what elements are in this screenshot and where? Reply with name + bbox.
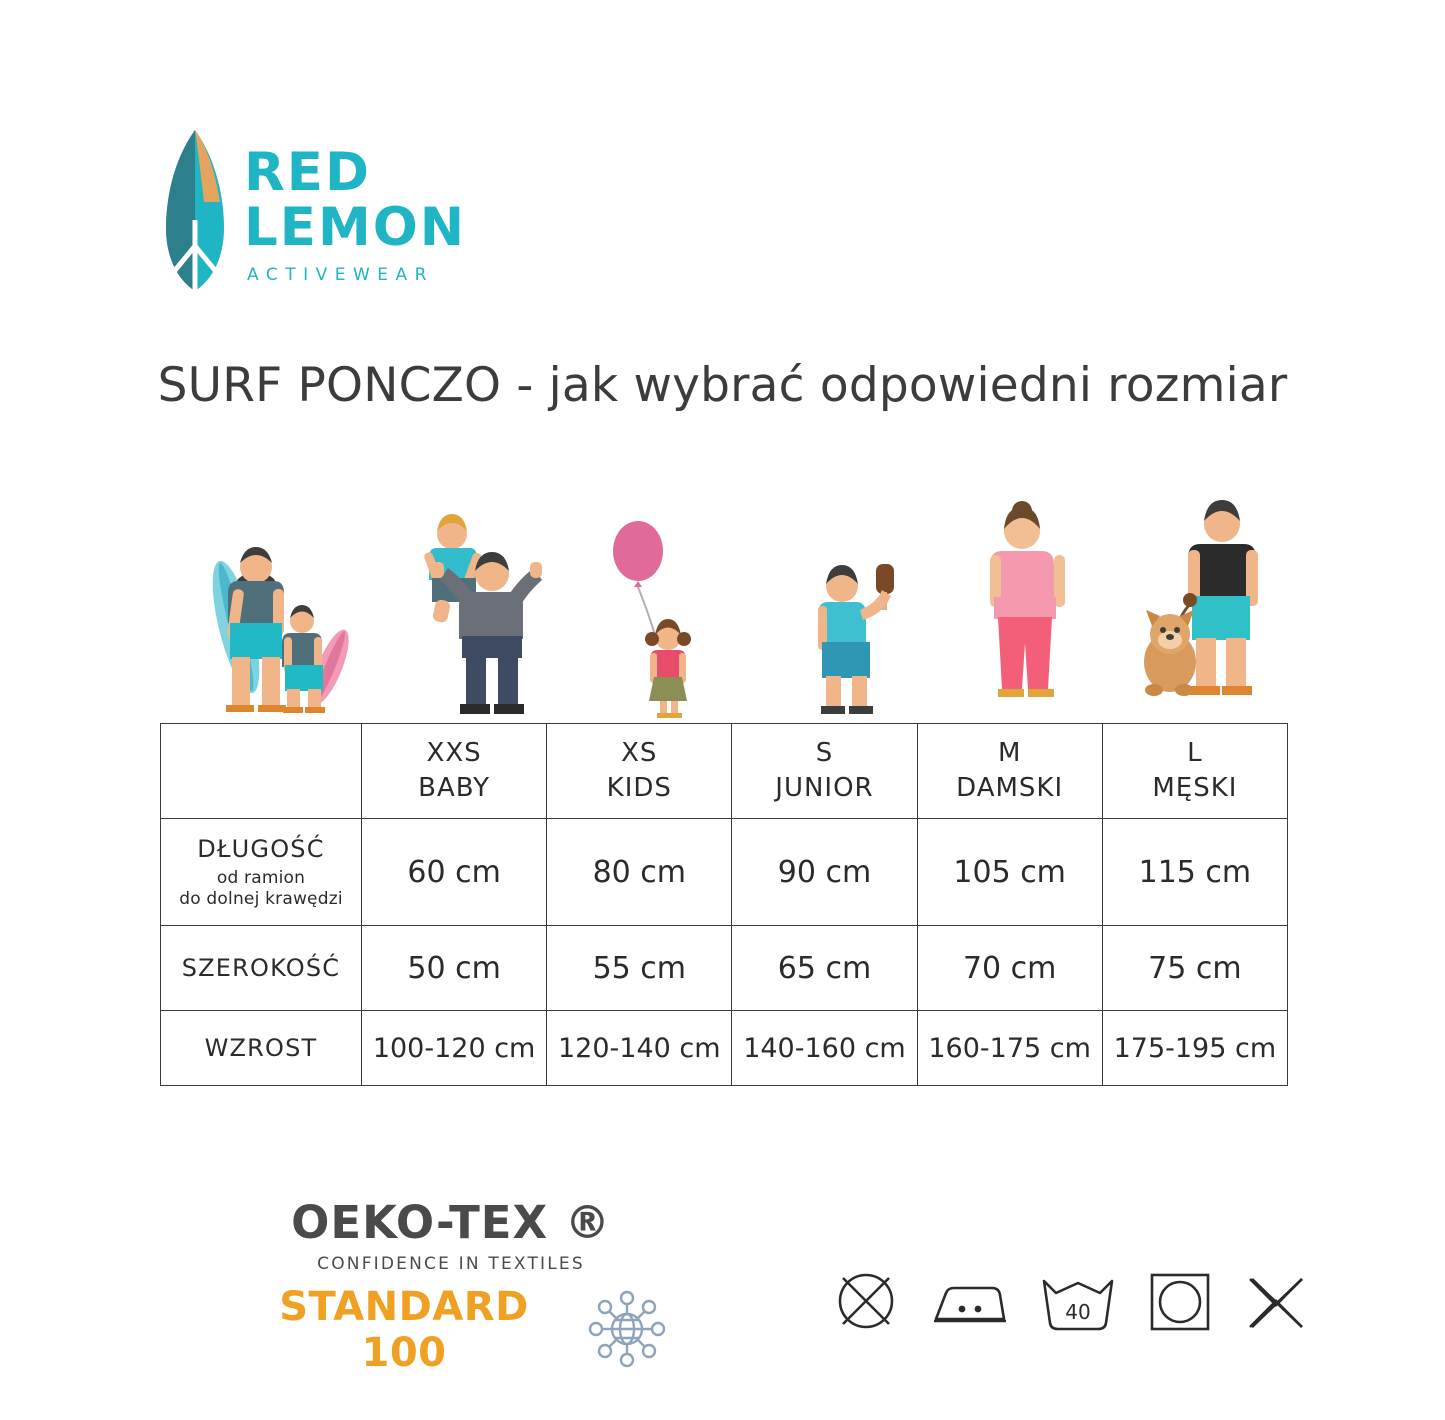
row-label-length-main: DŁUGOŚĆ xyxy=(197,834,325,863)
column-size-s: S xyxy=(815,737,834,768)
row-label-width: SZEROKOŚĆ xyxy=(161,926,362,1011)
column-size-l: L xyxy=(1187,737,1203,768)
column-group-l: MĘSKI xyxy=(1152,773,1238,803)
iron-low-icon xyxy=(926,1265,1012,1341)
table-row-length xyxy=(161,819,1288,926)
column-group-s: JUNIOR xyxy=(775,773,874,803)
column-group-xxs: BABY xyxy=(418,773,491,803)
cell-width-m: 70 cm xyxy=(917,926,1102,1011)
table-row-width xyxy=(161,926,1288,1011)
cell-width-l: 75 cm xyxy=(1102,926,1287,1011)
figure-man-with-dog xyxy=(1130,494,1290,723)
brand-tagline: ACTIVEWEAR xyxy=(247,265,434,286)
do-not-bleach-icon xyxy=(830,1265,902,1341)
do-not-dry-clean-icon xyxy=(1240,1265,1312,1341)
cell-length-xs: 80 cm xyxy=(547,819,732,926)
oeko-tex-standard: STANDARD 100 xyxy=(279,1284,529,1376)
cell-height-s: 140-160 cm xyxy=(732,1011,917,1086)
column-size-xs: XS xyxy=(621,737,658,768)
cell-height-xs: 120-140 cm xyxy=(547,1011,732,1086)
column-header-xs xyxy=(547,724,732,819)
column-header-xxs xyxy=(362,724,547,819)
brand-wordmark xyxy=(244,128,466,285)
row-label-length xyxy=(161,819,362,926)
oeko-tex-certification xyxy=(236,1196,666,1376)
row-label-length-sub2: do dolnej krawędzi xyxy=(179,889,343,909)
size-chart-table xyxy=(160,723,1288,1086)
cell-length-l: 115 cm xyxy=(1102,819,1287,926)
care-instruction-icons xyxy=(830,1265,1312,1341)
table-header-row xyxy=(161,724,1288,819)
figure-woman-standing xyxy=(960,499,1090,723)
wash-40-icon xyxy=(1036,1265,1120,1341)
row-label-length-sub1: od ramion xyxy=(216,867,306,888)
column-size-xxs: XXS xyxy=(426,737,482,768)
cell-length-s: 90 cm xyxy=(732,819,917,926)
oeko-tex-subtitle: CONFIDENCE IN TEXTILES xyxy=(317,1254,585,1274)
table-corner-cell xyxy=(161,724,362,819)
row-label-height: WZROST xyxy=(161,1011,362,1086)
column-group-xs: KIDS xyxy=(606,773,672,803)
table-row-height xyxy=(161,1011,1288,1086)
cell-width-s: 65 cm xyxy=(732,926,917,1011)
column-header-m xyxy=(917,724,1102,819)
column-header-s xyxy=(732,724,917,819)
cell-length-m: 105 cm xyxy=(917,819,1102,926)
cell-height-xxs: 100-120 cm xyxy=(362,1011,547,1086)
brand-line-1: RED xyxy=(244,142,372,203)
figure-girl-with-balloon xyxy=(600,519,730,723)
column-group-m: DAMSKI xyxy=(956,773,1064,803)
cell-width-xs: 55 cm xyxy=(547,926,732,1011)
figure-father-and-child-with-surfboards xyxy=(178,519,378,723)
figures-row xyxy=(160,468,1288,723)
tumble-dry-icon xyxy=(1144,1265,1216,1341)
brand-logo xyxy=(160,128,466,293)
column-size-m: M xyxy=(997,737,1022,768)
cell-height-m: 160-175 cm xyxy=(917,1011,1102,1086)
surfboard-leaf-icon xyxy=(160,128,230,293)
page-title: SURF PONCZO - jak wybrać odpowiedni rozmiar xyxy=(157,358,1288,413)
oeko-tex-globe-icon xyxy=(588,1290,666,1372)
figure-boy-with-ice-cream xyxy=(790,514,920,723)
oeko-tex-title: OEKO-TEX ® xyxy=(291,1196,611,1249)
wash-temperature-label: 40 xyxy=(1065,1300,1091,1324)
cell-length-xxs: 60 cm xyxy=(362,819,547,926)
figure-father-lifting-baby xyxy=(400,504,560,723)
brand-line-2: LEMON xyxy=(244,196,467,258)
cell-height-l: 175-195 cm xyxy=(1102,1011,1287,1086)
cell-width-xxs: 50 cm xyxy=(362,926,547,1011)
column-header-l xyxy=(1102,724,1287,819)
